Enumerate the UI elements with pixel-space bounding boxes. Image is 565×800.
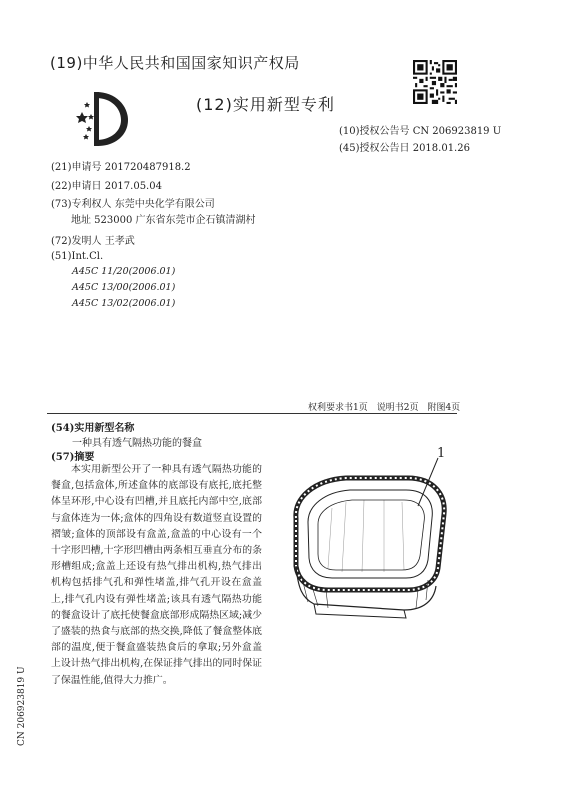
ipc-class: A45C 13/02(2006.01) bbox=[72, 298, 176, 309]
patentee-address: 地址 523000 广东省东莞市企石镇清湖村 bbox=[71, 215, 256, 226]
lunch-box-drawing bbox=[268, 448, 458, 628]
utility-model-title: 一种具有透气隔热功能的餐盒 bbox=[72, 438, 202, 449]
abstract-text: 本实用新型公开了一种具有透气隔热功能的餐盒,包括盒体,所述盒体的底部设有底托,底托整体呈环形,中心设有凹槽,并且底托内部中空,底部与盒体连为一体;盒体的四角设有数道竖直设置的褶皱;盒体的顶部设有盒盖,盒盖的中心设有一个十字形凹槽,十字形凹槽由两条相互垂直分布的条形槽组成;盒盖上还设有热气排出机构,热气排出机构包括排气孔和弹性堵盖,排气孔开设在盒盖上,排气孔内设有弹性堵盖;该具有透气隔热功能的餐盒设计了底托使餐盒底部形成隔热区域;减少了盛装的热食与底部的热交换,降低了餐盒整体底部的温度,便于餐盒盛装热食后的拿取;另外盒盖上设计热气排出机构,在保证排气排出的同时保证了保温性能,值得大力推广。 bbox=[51, 464, 262, 686]
cnipa-emblem-logo bbox=[72, 88, 132, 150]
qr-code bbox=[413, 60, 457, 104]
patentee: (73)专利权人 东莞中央化学有限公司 bbox=[51, 199, 215, 210]
issuing-office: (19)中华人民共和国国家知识产权局 bbox=[50, 54, 300, 72]
publication-date: (45)授权公告日 2018.01.26 bbox=[339, 143, 470, 154]
int-cl-heading: (51)Int.Cl. bbox=[51, 251, 104, 262]
application-date: (22)申请日 2017.05.04 bbox=[51, 181, 162, 192]
application-number: (21)申请号 201720487918.2 bbox=[51, 162, 191, 173]
side-publication-number: CN 206923819 U bbox=[17, 666, 27, 746]
abstract-heading: (57)摘要 bbox=[51, 452, 95, 463]
publication-number: (10)授权公告号 CN 206923819 U bbox=[339, 126, 502, 137]
ipc-class: A45C 13/00(2006.01) bbox=[72, 282, 176, 293]
divider bbox=[47, 413, 457, 414]
title-heading: (54)实用新型名称 bbox=[51, 423, 135, 434]
figure-reference-label: 1 bbox=[437, 446, 446, 461]
document-type-title: (12)实用新型专利 bbox=[196, 95, 335, 114]
inventor: (72)发明人 王孝武 bbox=[51, 236, 135, 247]
page-summary: 权利要求书1页 说明书2页 附图4页 bbox=[308, 403, 461, 413]
ipc-class: A45C 11/20(2006.01) bbox=[72, 266, 176, 277]
